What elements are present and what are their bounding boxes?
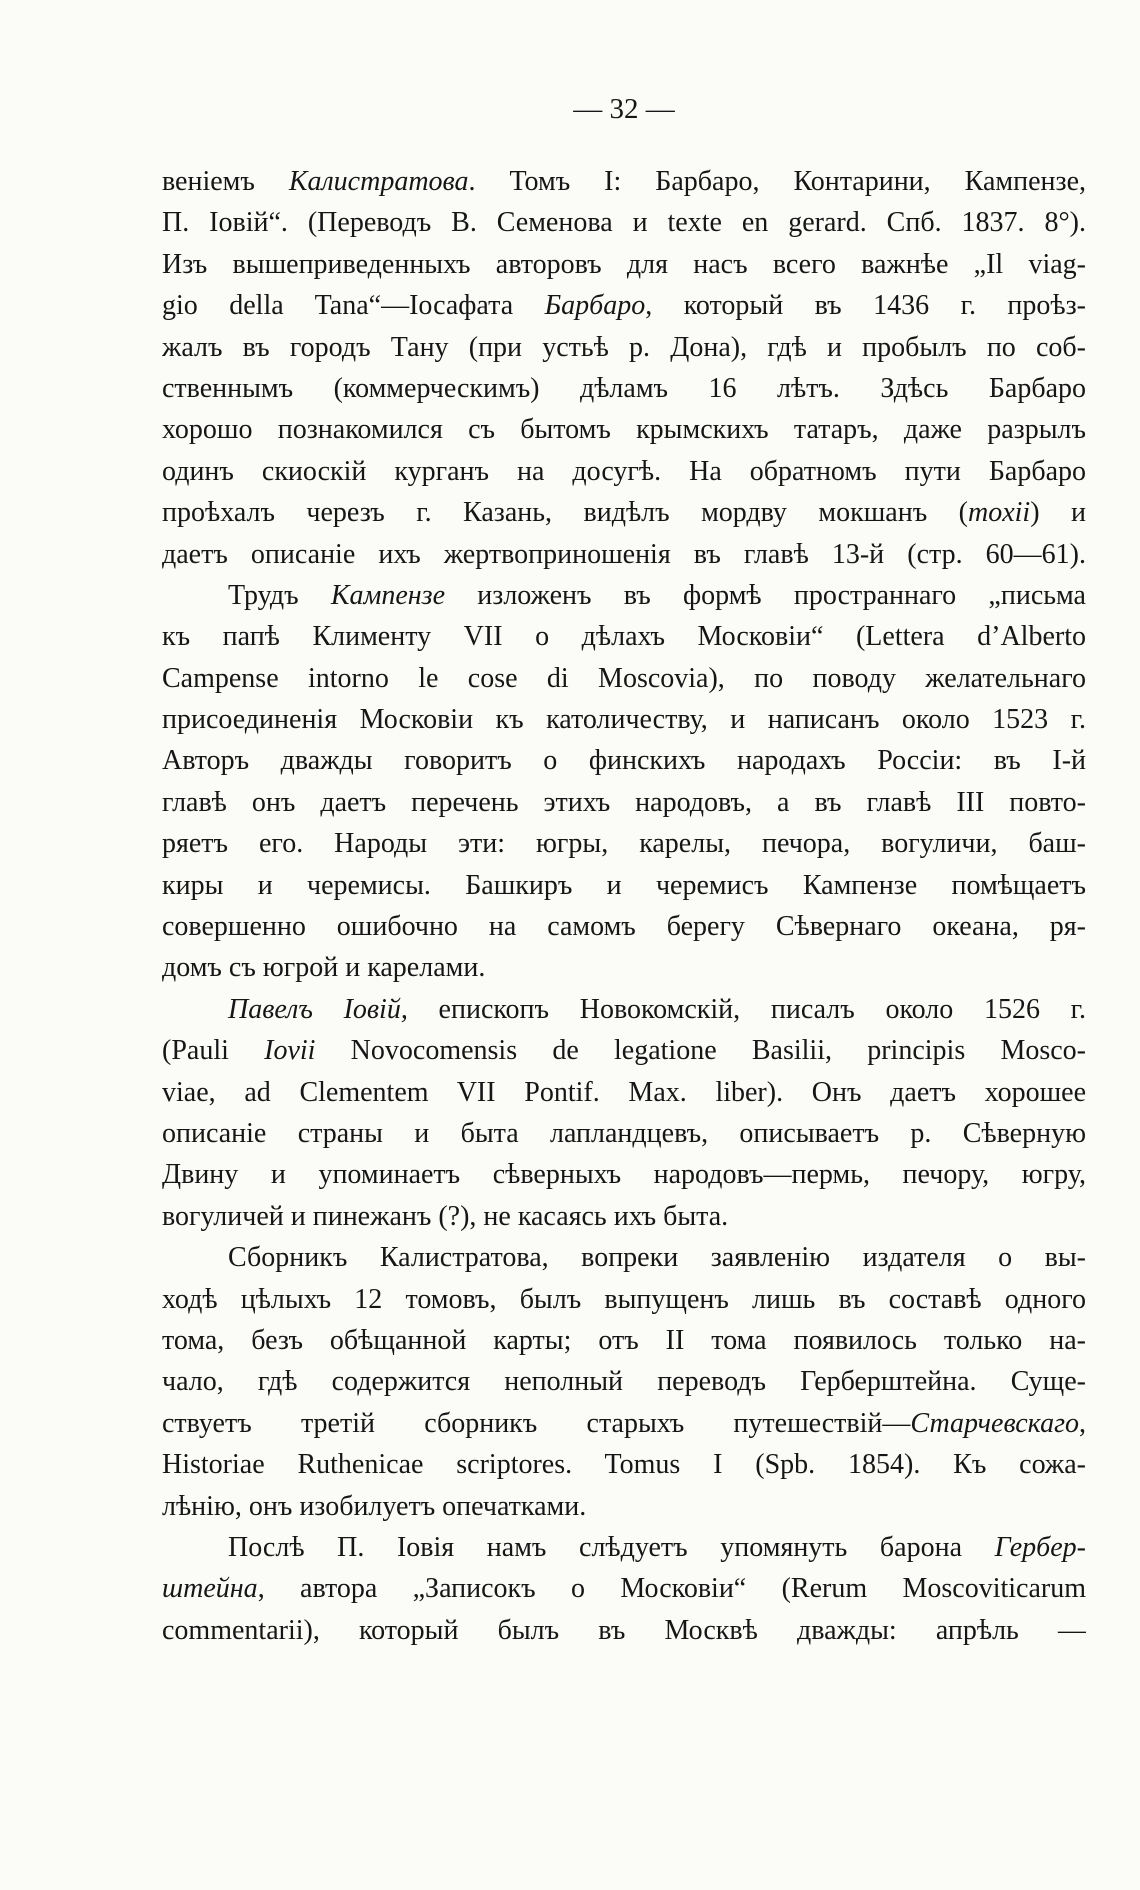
text-line bbox=[162, 1320, 1086, 1361]
text-line bbox=[162, 1196, 1086, 1237]
italic-text-segment: moxii bbox=[967, 497, 1031, 529]
text-segment: viae, ad Clementem VII Pontif. Max. liber). Онъ даетъ хорошее bbox=[162, 1076, 1086, 1108]
text-line bbox=[162, 782, 1086, 823]
italic-text-segment: Барбаро bbox=[544, 290, 646, 322]
text-segment: одинъ скиоскій курганъ на досугѣ. На обратномъ пути Барбаро bbox=[162, 455, 1086, 487]
text-segment: Послѣ П. Іовія намъ слѣдуетъ упомянуть барона bbox=[228, 1531, 995, 1563]
paragraph-first-line bbox=[162, 989, 1086, 1030]
text-line bbox=[162, 202, 1086, 243]
text-segment: къ папѣ Клименту VII о дѣлахъ Московіи“ (Lettera d’Alberto bbox=[162, 621, 1086, 653]
italic-text-segment: Старчевскаго bbox=[910, 1407, 1079, 1439]
text-segment: Трудъ bbox=[228, 579, 331, 611]
text-line bbox=[162, 244, 1086, 285]
text-segment: , автора „Записокъ о Московіи“ (Rerum Moscoviticarum bbox=[257, 1573, 1086, 1605]
text-line bbox=[162, 285, 1086, 326]
italic-text-segment: Павелъ Іовій, bbox=[228, 993, 408, 1025]
text-segment: тома, безъ обѣщанной карты; отъ II тома появилось только на- bbox=[162, 1324, 1086, 1356]
text-line bbox=[162, 451, 1086, 492]
italic-text-segment: штейна bbox=[162, 1573, 258, 1605]
text-segment: ) и bbox=[1030, 497, 1086, 529]
text-segment: commentarii), который былъ въ Москвѣ дважды: апрѣль — bbox=[162, 1614, 1086, 1646]
text-segment: Изъ вышеприведенныхъ авторовъ для насъ всего важнѣе „Il viag- bbox=[162, 248, 1086, 280]
text-segment: Авторъ дважды говоритъ о финскихъ народахъ Россіи: въ I-й bbox=[162, 745, 1086, 777]
text-line bbox=[162, 534, 1086, 575]
text-segment: лѣнію, онъ изобилуетъ опечатками. bbox=[162, 1490, 587, 1522]
text-segment: изложенъ въ формѣ пространнаго „письма bbox=[445, 579, 1086, 611]
text-line bbox=[162, 492, 1086, 533]
text-line bbox=[162, 1486, 1086, 1527]
text-segment: проѣхалъ черезъ г. Казань, видѣлъ мордву мокшанъ ( bbox=[162, 497, 968, 529]
text-segment: . Томъ I: Барбаро, Контарини, Кампензе, bbox=[468, 166, 1086, 197]
text-segment: ряетъ его. Народы эти: югры, карелы, печора, вогуличи, баш- bbox=[162, 828, 1086, 860]
text-line bbox=[162, 1072, 1086, 1113]
text-segment: присоединенія Московіи къ католичеству, и написанъ около 1523 г. bbox=[162, 704, 1086, 736]
text-segment: (Pauli bbox=[162, 1035, 265, 1067]
text-line bbox=[162, 1444, 1086, 1485]
text-line bbox=[162, 368, 1086, 409]
text-line bbox=[162, 1610, 1086, 1651]
text-segment: хорошо познакомился съ бытомъ крымскихъ татаръ, даже разрылъ bbox=[162, 414, 1086, 446]
text-segment: киры и черемисы. Башкиръ и черемисъ Кампензе помѣщаетъ bbox=[162, 869, 1086, 901]
text-segment: Сборникъ Калистратова, вопреки заявленію издателя о вы- bbox=[228, 1242, 1086, 1274]
text-segment: Campense intorno le cose di Moscovia), по поводу желательнаго bbox=[162, 662, 1086, 694]
text-segment: вогуличей и пинежанъ (?), не касаясь ихъ быта. bbox=[162, 1200, 729, 1232]
text-segment: домъ съ югрой и карелами. bbox=[162, 952, 486, 984]
italic-text-segment: Гербер- bbox=[994, 1531, 1086, 1563]
italic-text-segment: Iovii bbox=[264, 1035, 316, 1067]
text-segment: , bbox=[1079, 1407, 1086, 1439]
text-segment: Двину и упоминаетъ сѣверныхъ народовъ—пермь, печору, югру, bbox=[162, 1159, 1086, 1191]
text-segment: П. Іовій“. (Переводъ В. Семенова и texte en gerard. Спб. 1837. 8°). bbox=[162, 207, 1086, 239]
text-segment: епископъ Новокомскій, писалъ около 1526 г. bbox=[407, 993, 1086, 1025]
text-line bbox=[162, 1361, 1086, 1402]
text-line bbox=[162, 327, 1086, 368]
text-line bbox=[162, 1568, 1086, 1609]
text-line bbox=[162, 658, 1086, 699]
text-segment: описаніе страны и быта лапландцевъ, описываетъ р. Сѣверную bbox=[162, 1117, 1086, 1149]
text-line bbox=[162, 699, 1086, 740]
text-line bbox=[162, 740, 1086, 781]
italic-text-segment: Калистратова bbox=[288, 166, 469, 197]
text-segment: даетъ описаніе ихъ жертвоприношенія въ главѣ 13-й (стр. 60—61). bbox=[162, 538, 1086, 570]
text-segment: ходѣ цѣлыхъ 12 томовъ, былъ выпущенъ лишь въ составѣ одного bbox=[162, 1283, 1086, 1315]
text-line bbox=[162, 1030, 1086, 1071]
italic-text-segment: Кампензе bbox=[330, 579, 446, 611]
text-line bbox=[162, 947, 1086, 988]
text-line bbox=[162, 161, 1086, 202]
text-segment: Novocomensis de legatione Basilii, principis Mosco- bbox=[315, 1035, 1086, 1067]
text-segment: совершенно ошибочно на самомъ берегу Сѣвернаго океана, ря- bbox=[162, 911, 1086, 943]
text-segment: чало, гдѣ содержится неполный переводъ Герберштейна. Суще- bbox=[162, 1366, 1086, 1398]
text-line bbox=[162, 1279, 1086, 1320]
text-segment: ственнымъ (коммерческимъ) дѣламъ 16 лѣтъ. Здѣсь Барбаро bbox=[162, 372, 1086, 404]
text-segment: gio della Tana“—Іосафата bbox=[162, 290, 545, 322]
text-line bbox=[162, 823, 1086, 864]
text-segment: , который въ 1436 г. проѣз- bbox=[645, 290, 1086, 322]
text-line bbox=[162, 616, 1086, 657]
text-line bbox=[162, 906, 1086, 947]
text-line bbox=[162, 865, 1086, 906]
text-line bbox=[162, 409, 1086, 450]
text-segment: Historiae Ruthenicae scriptores. Tomus I (Spb. 1854). Къ сожа- bbox=[162, 1449, 1086, 1481]
text-segment: веніемъ bbox=[162, 166, 289, 197]
paragraph-first-line bbox=[162, 1237, 1086, 1278]
paragraph-first-line bbox=[162, 1527, 1086, 1568]
page-body bbox=[162, 161, 1086, 1651]
page-number: — 32 — bbox=[573, 93, 675, 125]
paragraph-first-line bbox=[162, 575, 1086, 616]
text-segment: главѣ онъ даетъ перечень этихъ народовъ, а въ главѣ III повто- bbox=[162, 786, 1086, 818]
text-line bbox=[162, 1154, 1086, 1195]
text-segment: жалъ въ городъ Тану (при устьѣ р. Дона), гдѣ и пробылъ по соб- bbox=[162, 331, 1086, 363]
text-line bbox=[162, 1113, 1086, 1154]
text-segment: ствуетъ третій сборникъ старыхъ путешествій— bbox=[162, 1407, 911, 1439]
text-line bbox=[162, 1403, 1086, 1444]
